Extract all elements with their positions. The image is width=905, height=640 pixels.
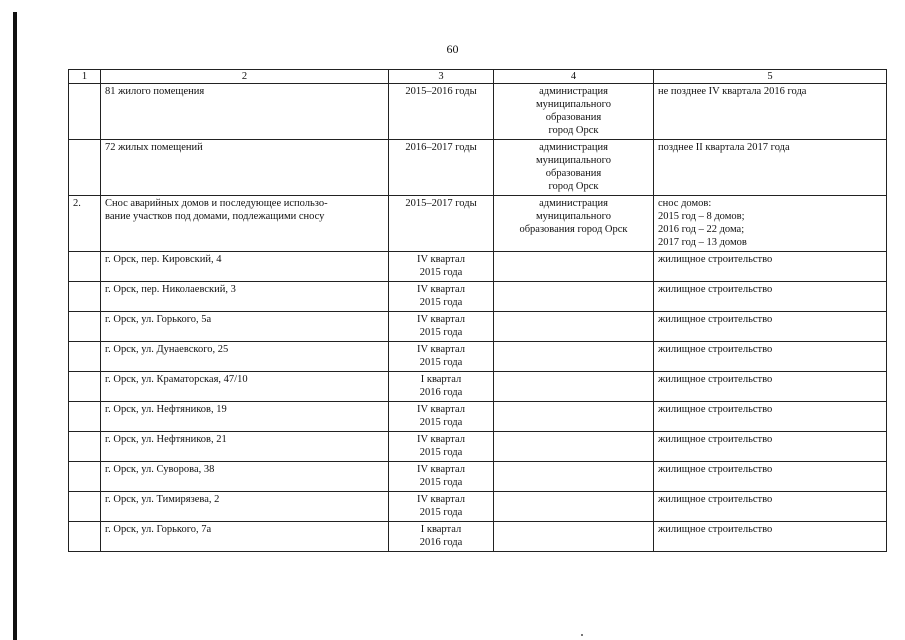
table-body [69,84,887,552]
table-row [69,252,887,282]
object-cell: Снос аварийных домов и последующее использо- вание участков под домами, подлежащими сносу [101,196,389,252]
result-cell: не позднее IV квартала 2016 года [654,84,887,140]
result-cell: жилищное строительство [654,342,887,372]
object-cell: г. Орск, ул. Дунаевского, 25 [101,342,389,372]
object-cell: г. Орск, пер. Николаевский, 3 [101,282,389,312]
row-number-cell [69,140,101,196]
object-cell: 72 жилых помещений [101,140,389,196]
header-col-3: 3 [389,70,494,84]
scan-speck [581,634,583,636]
measures-table [68,69,887,552]
period-cell: IV квартал 2015 года [389,252,494,282]
row-number-cell [69,492,101,522]
header-col-1: 1 [69,70,101,84]
executor-cell [494,492,654,522]
table-row [69,140,887,196]
header-col-4: 4 [494,70,654,84]
scan-binding-edge [13,12,17,640]
table-row [69,342,887,372]
object-cell: г. Орск, ул. Нефтяников, 21 [101,432,389,462]
row-number-cell [69,282,101,312]
table-row [69,462,887,492]
period-cell: IV квартал 2015 года [389,462,494,492]
executor-cell: администрация муниципального образования город Орск [494,84,654,140]
executor-cell [494,462,654,492]
row-number-cell [69,432,101,462]
executor-cell [494,372,654,402]
period-cell: IV квартал 2015 года [389,342,494,372]
period-cell: 2016–2017 годы [389,140,494,196]
row-number-cell [69,372,101,402]
period-cell: IV квартал 2015 года [389,282,494,312]
header-col-2: 2 [101,70,389,84]
period-cell: I квартал 2016 года [389,372,494,402]
period-cell: 2015–2017 годы [389,196,494,252]
table-row [69,522,887,552]
result-cell: жилищное строительство [654,522,887,552]
object-cell: г. Орск, ул. Краматорская, 47/10 [101,372,389,402]
table-row [69,372,887,402]
row-number-cell [69,402,101,432]
period-cell: I квартал 2016 года [389,522,494,552]
period-cell: IV квартал 2015 года [389,402,494,432]
result-cell: жилищное строительство [654,432,887,462]
table-header-row [69,70,887,84]
period-cell: 2015–2016 годы [389,84,494,140]
row-number-cell [69,252,101,282]
row-number-cell [69,522,101,552]
object-cell: г. Орск, ул. Тимирязева, 2 [101,492,389,522]
table-row [69,402,887,432]
result-cell: жилищное строительство [654,282,887,312]
row-number-cell: 2. [69,196,101,252]
period-cell: IV квартал 2015 года [389,432,494,462]
period-cell: IV квартал 2015 года [389,312,494,342]
executor-cell [494,252,654,282]
object-cell: г. Орск, ул. Горького, 5а [101,312,389,342]
result-cell: жилищное строительство [654,372,887,402]
executor-cell [494,312,654,342]
executor-cell [494,342,654,372]
executor-cell [494,522,654,552]
object-cell: г. Орск, ул. Суворова, 38 [101,462,389,492]
result-cell: жилищное строительство [654,252,887,282]
object-cell: г. Орск, пер. Кировский, 4 [101,252,389,282]
executor-cell [494,402,654,432]
page-number: 60 [446,42,459,56]
table-row [69,84,887,140]
result-cell: жилищное строительство [654,402,887,432]
object-cell: г. Орск, ул. Горького, 7а [101,522,389,552]
table-row [69,196,887,252]
object-cell: 81 жилого помещения [101,84,389,140]
object-cell: г. Орск, ул. Нефтяников, 19 [101,402,389,432]
executor-cell: администрация муниципального образования город Орск [494,196,654,252]
row-number-cell [69,462,101,492]
table-row [69,282,887,312]
result-cell: снос домов: 2015 год – 8 домов; 2016 год – 22 дома; 2017 год – 13 домов [654,196,887,252]
table-row [69,312,887,342]
result-cell: жилищное строительство [654,312,887,342]
result-cell: позднее II квартала 2017 года [654,140,887,196]
period-cell: IV квартал 2015 года [389,492,494,522]
executor-cell [494,282,654,312]
table-row [69,492,887,522]
result-cell: жилищное строительство [654,462,887,492]
header-col-5: 5 [654,70,887,84]
executor-cell: администрация муниципального образования город Орск [494,140,654,196]
executor-cell [494,432,654,462]
result-cell: жилищное строительство [654,492,887,522]
row-number-cell [69,84,101,140]
table-row [69,432,887,462]
row-number-cell [69,312,101,342]
row-number-cell [69,342,101,372]
